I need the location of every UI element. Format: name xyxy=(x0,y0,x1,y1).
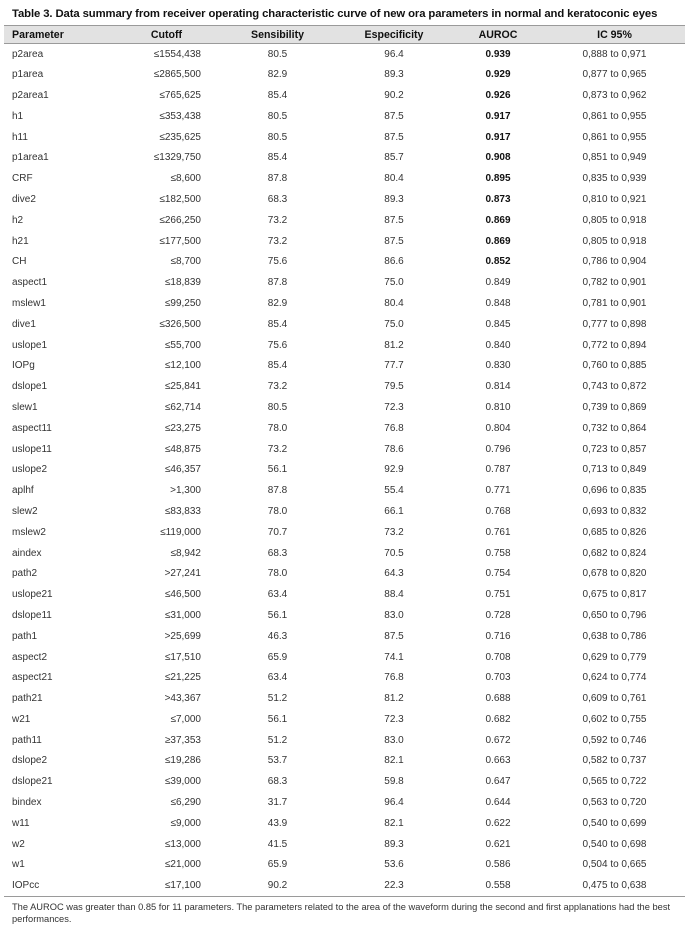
cell-especificity: 80.4 xyxy=(384,173,404,185)
cell-auroc: 0.682 xyxy=(485,713,511,725)
cell-especificity: 70.5 xyxy=(384,547,404,559)
cell-auroc: 0.663 xyxy=(485,755,511,767)
cell-auroc: 0.558 xyxy=(485,880,511,892)
cell-auroc: 0.703 xyxy=(485,672,511,684)
cell-ic95: 0,565 to 0,722 xyxy=(582,776,647,788)
table-row xyxy=(4,314,685,335)
table-row xyxy=(4,543,685,564)
cell-parameter: h21 xyxy=(12,235,29,247)
cell-ic95: 0,685 to 0,826 xyxy=(582,526,647,538)
cell-ic95: 0,782 to 0,901 xyxy=(582,277,647,289)
cell-auroc: 0.754 xyxy=(485,568,511,580)
table-row xyxy=(4,168,685,189)
cell-especificity: 90.2 xyxy=(384,89,404,101)
table-row xyxy=(4,855,685,876)
cell-cutoff: ≤7,000 xyxy=(170,713,201,725)
cell-parameter: p2area1 xyxy=(12,89,49,101)
cell-sensibility: 80.5 xyxy=(267,131,288,143)
table-row xyxy=(4,522,685,543)
cell-ic95: 0,861 to 0,955 xyxy=(582,131,647,143)
cell-sensibility: 85.4 xyxy=(267,318,288,330)
cell-especificity: 88.4 xyxy=(384,589,404,601)
cell-cutoff: ≤235,625 xyxy=(159,131,201,143)
cell-cutoff: ≤99,250 xyxy=(164,297,201,309)
cell-sensibility: 63.4 xyxy=(267,672,288,684)
cell-sensibility: 82.9 xyxy=(267,69,288,81)
cell-cutoff: ≤8,942 xyxy=(170,547,201,559)
cell-sensibility: 78.0 xyxy=(267,568,288,580)
cell-cutoff: ≤8,700 xyxy=(170,256,201,268)
cell-auroc: 0.849 xyxy=(485,277,511,289)
cell-parameter: CRF xyxy=(12,173,33,185)
table-row xyxy=(4,64,685,85)
cell-ic95: 0,772 to 0,894 xyxy=(582,339,647,351)
cell-sensibility: 85.4 xyxy=(267,360,288,372)
cell-ic95: 0,682 to 0,824 xyxy=(582,547,647,559)
cell-especificity: 81.2 xyxy=(384,339,404,351)
cell-ic95: 0,675 to 0,817 xyxy=(582,589,647,601)
cell-ic95: 0,781 to 0,901 xyxy=(582,297,647,309)
cell-parameter: path1 xyxy=(12,630,38,642)
cell-parameter: aplhf xyxy=(12,485,34,497)
cell-auroc: 0.929 xyxy=(485,69,511,81)
cell-cutoff: >27,241 xyxy=(164,568,201,580)
table-body xyxy=(4,44,685,897)
cell-parameter: dslope11 xyxy=(12,609,52,621)
cell-ic95: 0,713 to 0,849 xyxy=(582,464,647,476)
cell-cutoff: ≤12,100 xyxy=(164,360,201,372)
cell-cutoff: ≥37,353 xyxy=(164,734,201,746)
cell-cutoff: ≤23,275 xyxy=(164,422,201,434)
cell-especificity: 77.7 xyxy=(384,360,404,372)
cell-especificity: 72.3 xyxy=(384,713,404,725)
cell-sensibility: 56.1 xyxy=(267,609,288,621)
cell-auroc: 0.840 xyxy=(485,339,511,351)
cell-especificity: 73.2 xyxy=(384,526,404,538)
header-sensibility: Sensibility xyxy=(251,28,304,41)
cell-cutoff: ≤18,839 xyxy=(164,277,201,289)
cell-auroc: 0.796 xyxy=(485,443,511,455)
table-row xyxy=(4,147,685,168)
cell-cutoff: ≤19,286 xyxy=(164,755,201,767)
cell-parameter: slew2 xyxy=(12,505,38,517)
cell-parameter: w1 xyxy=(12,859,25,871)
cell-cutoff: ≤326,500 xyxy=(159,318,201,330)
cell-parameter: CH xyxy=(12,256,27,268)
cell-ic95: 0,582 to 0,737 xyxy=(582,755,647,767)
cell-auroc: 0.917 xyxy=(485,131,511,143)
cell-cutoff: ≤119,000 xyxy=(160,526,201,538)
cell-parameter: uslope11 xyxy=(12,443,52,455)
cell-sensibility: 87.8 xyxy=(267,173,288,185)
cell-sensibility: 73.2 xyxy=(267,214,288,226)
cell-especificity: 75.0 xyxy=(384,277,404,289)
cell-ic95: 0,835 to 0,939 xyxy=(582,173,647,185)
cell-especificity: 83.0 xyxy=(384,609,404,621)
cell-sensibility: 68.3 xyxy=(267,547,288,559)
table-row xyxy=(4,231,685,252)
cell-especificity: 22.3 xyxy=(384,880,404,892)
cell-parameter: path2 xyxy=(12,568,38,580)
table-row xyxy=(4,189,685,210)
cell-parameter: IOPcc xyxy=(12,880,40,892)
cell-sensibility: 70.7 xyxy=(267,526,288,538)
cell-especificity: 87.5 xyxy=(384,235,404,247)
header-especificity: Especificity xyxy=(364,28,424,41)
cell-auroc: 0.621 xyxy=(485,838,511,850)
cell-cutoff: >1,300 xyxy=(170,485,201,497)
table-row xyxy=(4,293,685,314)
cell-parameter: bindex xyxy=(12,797,42,809)
cell-especificity: 53.6 xyxy=(384,859,404,871)
cell-ic95: 0,861 to 0,955 xyxy=(582,110,647,122)
cell-especificity: 86.6 xyxy=(384,256,404,268)
header-ic95: IC 95% xyxy=(597,28,632,41)
cell-parameter: aindex xyxy=(12,547,42,559)
cell-ic95: 0,475 to 0,638 xyxy=(582,880,647,892)
cell-sensibility: 90.2 xyxy=(267,880,288,892)
cell-sensibility: 43.9 xyxy=(267,817,288,829)
cell-ic95: 0,739 to 0,869 xyxy=(582,401,647,413)
cell-auroc: 0.895 xyxy=(485,173,511,185)
cell-parameter: h11 xyxy=(12,131,28,143)
cell-especificity: 64.3 xyxy=(384,568,404,580)
cell-sensibility: 75.6 xyxy=(267,339,288,351)
cell-auroc: 0.728 xyxy=(485,609,511,621)
cell-sensibility: 56.1 xyxy=(267,464,288,476)
cell-ic95: 0,609 to 0,761 xyxy=(582,693,647,705)
cell-sensibility: 46.3 xyxy=(267,630,288,642)
cell-cutoff: ≤13,000 xyxy=(164,838,201,850)
cell-cutoff: ≤1329,750 xyxy=(153,152,201,164)
header-parameter: Parameter xyxy=(12,28,64,41)
cell-cutoff: ≤1554,438 xyxy=(153,48,201,60)
cell-especificity: 89.3 xyxy=(384,193,404,205)
table-row xyxy=(4,751,685,772)
cell-ic95: 0,540 to 0,699 xyxy=(582,817,647,829)
cell-ic95: 0,696 to 0,835 xyxy=(582,485,647,497)
cell-auroc: 0.830 xyxy=(485,360,511,372)
table-row xyxy=(4,397,685,418)
cell-auroc: 0.926 xyxy=(485,89,511,101)
cell-cutoff: ≤177,500 xyxy=(159,235,201,247)
cell-sensibility: 80.5 xyxy=(267,48,288,60)
cell-parameter: mslew1 xyxy=(12,297,46,309)
cell-auroc: 0.917 xyxy=(485,110,511,122)
table-row xyxy=(4,626,685,647)
cell-ic95: 0,805 to 0,918 xyxy=(582,235,647,247)
table-row xyxy=(4,875,685,896)
table-row xyxy=(4,688,685,709)
cell-especificity: 66.1 xyxy=(384,505,404,517)
cell-ic95: 0,810 to 0,921 xyxy=(582,193,647,205)
cell-especificity: 89.3 xyxy=(384,69,404,81)
cell-auroc: 0.845 xyxy=(485,318,511,330)
table-row xyxy=(4,563,685,584)
table-row xyxy=(4,813,685,834)
cell-especificity: 92.9 xyxy=(384,464,404,476)
table-row xyxy=(4,459,685,480)
table-row xyxy=(4,106,685,127)
table-row xyxy=(4,210,685,231)
cell-especificity: 87.5 xyxy=(384,131,404,143)
cell-ic95: 0,563 to 0,720 xyxy=(582,797,647,809)
cell-auroc: 0.708 xyxy=(485,651,511,663)
cell-parameter: p1area1 xyxy=(12,152,49,164)
cell-cutoff: ≤55,700 xyxy=(164,339,201,351)
cell-ic95: 0,732 to 0,864 xyxy=(582,422,647,434)
cell-cutoff: ≤17,510 xyxy=(164,651,201,663)
cell-cutoff: ≤21,225 xyxy=(164,672,201,684)
cell-especificity: 89.3 xyxy=(384,838,404,850)
table-caption: Table 3. Data summary from receiver operating characteristic curve of new ora parameters in normal and keratoconic eyes xyxy=(12,8,658,20)
cell-parameter: mslew2 xyxy=(12,526,46,538)
cell-sensibility: 56.1 xyxy=(267,713,288,725)
cell-auroc: 0.688 xyxy=(485,693,511,705)
cell-auroc: 0.672 xyxy=(485,734,511,746)
cell-cutoff: >43,367 xyxy=(164,693,201,705)
cell-sensibility: 73.2 xyxy=(267,381,288,393)
cell-cutoff: ≤31,000 xyxy=(164,609,201,621)
cell-ic95: 0,693 to 0,832 xyxy=(582,505,647,517)
cell-ic95: 0,504 to 0,665 xyxy=(582,859,647,871)
cell-parameter: w11 xyxy=(12,817,30,829)
cell-sensibility: 85.4 xyxy=(267,89,288,101)
cell-cutoff: ≤83,833 xyxy=(164,505,201,517)
cell-especificity: 96.4 xyxy=(384,48,404,60)
cell-sensibility: 73.2 xyxy=(267,235,288,247)
cell-ic95: 0,777 to 0,898 xyxy=(582,318,647,330)
cell-auroc: 0.852 xyxy=(485,256,511,268)
cell-cutoff: ≤266,250 xyxy=(159,214,201,226)
cell-parameter: dslope1 xyxy=(12,381,48,393)
table-row xyxy=(4,647,685,668)
cell-sensibility: 41.5 xyxy=(267,838,288,850)
cell-especificity: 59.8 xyxy=(384,776,404,788)
roc-summary-table xyxy=(4,25,685,897)
cell-especificity: 76.8 xyxy=(384,422,404,434)
cell-sensibility: 51.2 xyxy=(267,734,288,746)
cell-cutoff: ≤9,000 xyxy=(170,817,201,829)
cell-cutoff: ≤48,875 xyxy=(164,443,201,455)
cell-ic95: 0,873 to 0,962 xyxy=(582,89,647,101)
cell-auroc: 0.908 xyxy=(485,152,511,164)
table-row xyxy=(4,480,685,501)
cell-ic95: 0,743 to 0,872 xyxy=(582,381,647,393)
cell-auroc: 0.751 xyxy=(485,589,511,601)
cell-ic95: 0,805 to 0,918 xyxy=(582,214,647,226)
cell-ic95: 0,786 to 0,904 xyxy=(582,256,647,268)
cell-auroc: 0.758 xyxy=(485,547,511,559)
cell-ic95: 0,851 to 0,949 xyxy=(582,152,647,164)
cell-especificity: 80.4 xyxy=(384,297,404,309)
cell-especificity: 87.5 xyxy=(384,214,404,226)
cell-parameter: p1area xyxy=(12,69,44,81)
cell-auroc: 0.586 xyxy=(485,859,511,871)
cell-cutoff: ≤21,000 xyxy=(164,859,201,871)
cell-especificity: 85.7 xyxy=(384,152,404,164)
table-row xyxy=(4,605,685,626)
cell-parameter: h1 xyxy=(12,110,24,122)
cell-cutoff: ≤46,357 xyxy=(164,464,201,476)
table-header-row xyxy=(4,26,685,44)
header-cutoff: Cutoff xyxy=(150,28,183,41)
cell-sensibility: 80.5 xyxy=(267,401,288,413)
cell-sensibility: 82.9 xyxy=(267,297,288,309)
cell-especificity: 87.5 xyxy=(384,630,404,642)
header-auroc: AUROC xyxy=(478,28,518,41)
table-row xyxy=(4,376,685,397)
table-row xyxy=(4,771,685,792)
cell-cutoff: ≤353,438 xyxy=(159,110,201,122)
cell-cutoff: ≤25,841 xyxy=(164,381,201,393)
cell-especificity: 81.2 xyxy=(384,693,404,705)
cell-parameter: dive1 xyxy=(12,318,36,330)
cell-especificity: 87.5 xyxy=(384,110,404,122)
table-row xyxy=(4,127,685,148)
cell-ic95: 0,678 to 0,820 xyxy=(582,568,647,580)
cell-auroc: 0.622 xyxy=(485,817,511,829)
cell-auroc: 0.716 xyxy=(485,630,511,642)
cell-parameter: uslope2 xyxy=(12,464,48,476)
cell-auroc: 0.869 xyxy=(485,214,511,226)
table-row xyxy=(4,730,685,751)
table-row xyxy=(4,439,685,460)
cell-cutoff: ≤765,625 xyxy=(159,89,201,101)
cell-parameter: w21 xyxy=(12,713,31,725)
cell-sensibility: 53.7 xyxy=(267,755,288,767)
cell-ic95: 0,650 to 0,796 xyxy=(582,609,647,621)
cell-auroc: 0.848 xyxy=(485,297,511,309)
cell-auroc: 0.939 xyxy=(485,48,511,60)
table-row xyxy=(4,85,685,106)
cell-parameter: h2 xyxy=(12,214,24,226)
cell-auroc: 0.810 xyxy=(485,401,511,413)
cell-sensibility: 65.9 xyxy=(267,651,288,663)
table-row xyxy=(4,335,685,356)
cell-parameter: slew1 xyxy=(12,401,38,413)
cell-sensibility: 65.9 xyxy=(267,859,288,871)
table-row xyxy=(4,501,685,522)
cell-cutoff: ≤8,600 xyxy=(170,173,201,185)
cell-cutoff: ≤39,000 xyxy=(164,776,201,788)
cell-especificity: 96.4 xyxy=(384,797,404,809)
cell-ic95: 0,723 to 0,857 xyxy=(582,443,647,455)
table-figure xyxy=(4,0,685,925)
cell-especificity: 82.1 xyxy=(384,755,404,767)
cell-sensibility: 73.2 xyxy=(267,443,288,455)
cell-auroc: 0.771 xyxy=(485,485,511,497)
cell-cutoff: ≤46,500 xyxy=(164,589,201,601)
cell-sensibility: 87.8 xyxy=(267,485,288,497)
table-row xyxy=(4,44,685,65)
cell-auroc: 0.768 xyxy=(485,505,511,517)
cell-parameter: path21 xyxy=(12,693,43,705)
cell-sensibility: 80.5 xyxy=(267,110,288,122)
table-footnote: The AUROC was greater than 0.85 for 11 parameters. The parameters related to the area of the waveform during the second and first applanations had the best performances. xyxy=(12,901,671,924)
cell-auroc: 0.873 xyxy=(485,193,511,205)
table-row xyxy=(4,584,685,605)
table-row xyxy=(4,667,685,688)
cell-sensibility: 75.6 xyxy=(267,256,288,268)
cell-parameter: uslope21 xyxy=(12,589,53,601)
cell-parameter: IOPg xyxy=(12,360,35,372)
cell-auroc: 0.804 xyxy=(485,422,511,434)
table-row xyxy=(4,272,685,293)
cell-sensibility: 87.8 xyxy=(267,277,288,289)
cell-ic95: 0,638 to 0,786 xyxy=(582,630,647,642)
cell-auroc: 0.787 xyxy=(485,464,511,476)
cell-auroc: 0.647 xyxy=(485,776,511,788)
cell-sensibility: 68.3 xyxy=(267,776,288,788)
cell-ic95: 0,540 to 0,698 xyxy=(582,838,647,850)
cell-parameter: aspect2 xyxy=(12,651,48,663)
cell-auroc: 0.761 xyxy=(485,526,511,538)
cell-especificity: 82.1 xyxy=(384,817,404,829)
cell-ic95: 0,760 to 0,885 xyxy=(582,360,647,372)
cell-parameter: uslope1 xyxy=(12,339,48,351)
table-row xyxy=(4,834,685,855)
cell-parameter: dslope2 xyxy=(12,755,48,767)
cell-auroc: 0.869 xyxy=(485,235,511,247)
cell-parameter: p2area xyxy=(12,48,44,60)
cell-parameter: dive2 xyxy=(12,193,36,205)
cell-cutoff: ≤182,500 xyxy=(159,193,201,205)
cell-especificity: 55.4 xyxy=(384,485,404,497)
cell-parameter: aspect21 xyxy=(12,672,53,684)
cell-especificity: 76.8 xyxy=(384,672,404,684)
cell-especificity: 72.3 xyxy=(384,401,404,413)
cell-especificity: 74.1 xyxy=(384,651,404,663)
cell-ic95: 0,888 to 0,971 xyxy=(582,48,647,60)
cell-especificity: 83.0 xyxy=(384,734,404,746)
cell-especificity: 75.0 xyxy=(384,318,404,330)
cell-parameter: w2 xyxy=(12,838,25,850)
cell-sensibility: 78.0 xyxy=(267,422,288,434)
cell-ic95: 0,602 to 0,755 xyxy=(582,713,647,725)
cell-parameter: aspect1 xyxy=(12,277,48,289)
cell-parameter: dslope21 xyxy=(12,776,53,788)
cell-especificity: 79.5 xyxy=(384,381,404,393)
cell-cutoff: >25,699 xyxy=(164,630,201,642)
cell-sensibility: 31.7 xyxy=(267,797,288,809)
cell-ic95: 0,877 to 0,965 xyxy=(582,69,647,81)
cell-sensibility: 68.3 xyxy=(267,193,288,205)
cell-sensibility: 85.4 xyxy=(267,152,288,164)
cell-ic95: 0,624 to 0,774 xyxy=(582,672,647,684)
table-row xyxy=(4,792,685,813)
cell-auroc: 0.814 xyxy=(485,381,511,393)
cell-cutoff: ≤6,290 xyxy=(170,797,201,809)
cell-parameter: path11 xyxy=(12,734,42,746)
cell-cutoff: ≤62,714 xyxy=(164,401,201,413)
cell-cutoff: ≤2865,500 xyxy=(153,69,201,81)
cell-sensibility: 51.2 xyxy=(267,693,288,705)
cell-cutoff: ≤17,100 xyxy=(164,880,201,892)
cell-parameter: aspect11 xyxy=(12,422,52,434)
table-row xyxy=(4,709,685,730)
cell-sensibility: 63.4 xyxy=(267,589,288,601)
cell-ic95: 0,629 to 0,779 xyxy=(582,651,647,663)
cell-auroc: 0.644 xyxy=(485,797,511,809)
table-row xyxy=(4,418,685,439)
table-row xyxy=(4,355,685,376)
cell-sensibility: 78.0 xyxy=(267,505,288,517)
cell-especificity: 78.6 xyxy=(384,443,404,455)
cell-ic95: 0,592 to 0,746 xyxy=(582,734,647,746)
table-row xyxy=(4,251,685,272)
